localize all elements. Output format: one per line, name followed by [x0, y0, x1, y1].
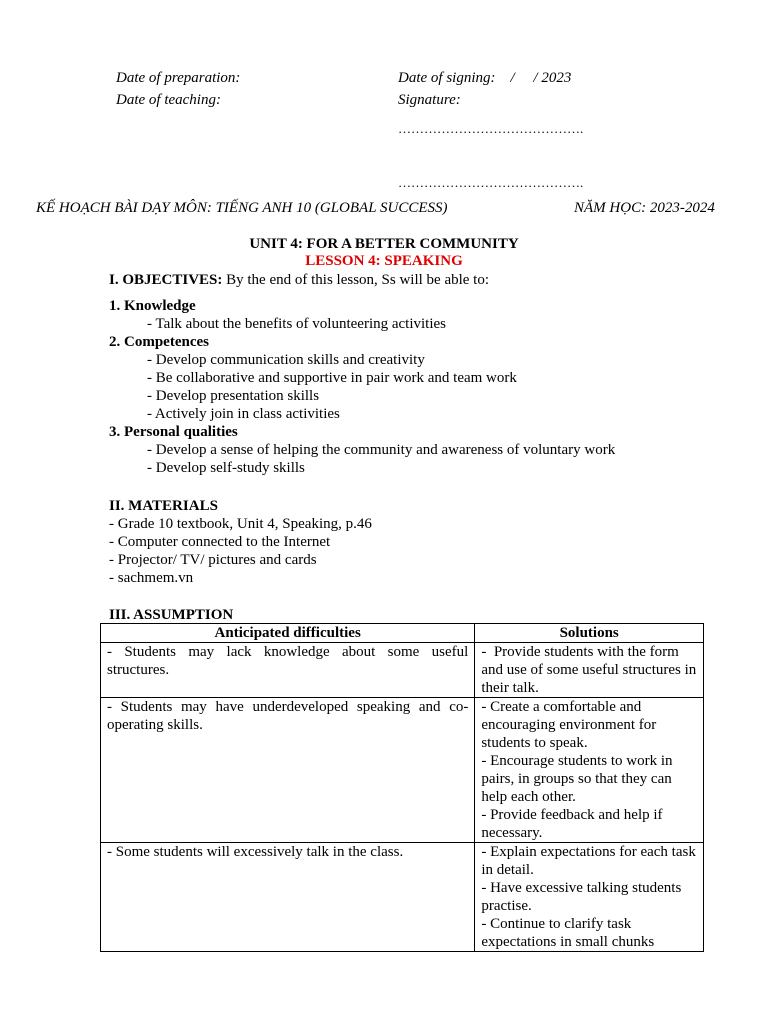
lesson-title: LESSON 4: SPEAKING: [305, 253, 463, 269]
difficulty-cell: - Students may have underdeveloped speaking and co-operating skills.: [101, 698, 475, 843]
solution-item: - Continue to clarify task expectations in small chunks: [481, 916, 655, 950]
solution-item: - Explain expectations for each task in detail.: [481, 844, 696, 878]
solutions-cell: [475, 643, 704, 698]
personal-quality-item: - Develop self-study skills: [147, 460, 305, 476]
signature-dots-line-2: …………………………………….: [398, 175, 584, 190]
signature-label: Signature:: [398, 92, 461, 108]
unit-title: UNIT 4: FOR A BETTER COMMUNITY: [249, 236, 519, 252]
personal-quality-item: - Develop a sense of helping the community and awareness of voluntary work: [147, 442, 616, 458]
competence-item: - Develop presentation skills: [147, 388, 320, 404]
materials-item: - Grade 10 textbook, Unit 4, Speaking, p.46: [109, 516, 372, 532]
date-of-preparation-label: Date of preparation:: [116, 70, 241, 86]
solution-item: - Provide feedback and help if necessary.: [481, 807, 663, 841]
materials-item: - Projector/ TV/ pictures and cards: [109, 552, 317, 568]
objectives-heading-line: [109, 271, 729, 289]
materials-heading: II. MATERIALS: [109, 498, 218, 514]
materials-item: - Computer connected to the Internet: [109, 534, 331, 550]
solutions-cell: [475, 843, 704, 952]
competence-item: - Actively join in class activities: [147, 406, 340, 422]
school-year: NĂM HỌC: 2023-2024: [574, 200, 715, 216]
difficulty-cell: - Some students will excessively talk in the class.: [101, 843, 475, 952]
assumption-heading: III. ASSUMPTION: [109, 607, 234, 623]
knowledge-heading: 1. Knowledge: [109, 298, 196, 314]
solution-item: - Create a comfortable and encouraging environment for students to speak.: [481, 699, 657, 751]
objectives-intro: By the end of this lesson, Ss will be able to:: [222, 272, 490, 288]
date-of-signing-label: Date of signing: / / 2023: [398, 70, 572, 86]
competence-item: - Develop communication skills and creativity: [147, 352, 425, 368]
difficulty-cell: - Students may lack knowledge about some useful structures.: [101, 643, 475, 698]
solutions-cell: [475, 698, 704, 843]
competence-item: - Be collaborative and supportive in pair work and team work: [147, 370, 517, 386]
lesson-plan-title: KẾ HOẠCH BÀI DẠY MÔN: TIẾNG ANH 10 (GLOBAL SUCCESS): [36, 200, 448, 216]
table-row: [101, 643, 704, 698]
solution-item: - Have excessive talking students practise.: [481, 880, 682, 914]
column-header-difficulties: Anticipated difficulties: [101, 624, 475, 643]
solution-item: - Provide students with the form and use of some useful structures in their talk.: [481, 644, 701, 696]
materials-section: [109, 497, 729, 587]
knowledge-item: - Talk about the benefits of volunteering activities: [147, 316, 447, 332]
table-header-row: [101, 624, 704, 643]
competences-heading: 2. Competences: [109, 334, 209, 350]
assumption-table: [100, 623, 704, 952]
objectives-heading: I. OBJECTIVES:: [109, 272, 223, 288]
signature-dots-line-1: …………………………………….: [398, 121, 584, 136]
personal-qualities-heading: 3. Personal qualities: [109, 424, 238, 440]
table-row: [101, 698, 704, 843]
column-header-solutions: Solutions: [475, 624, 704, 643]
solution-item: - Encourage students to work in pairs, in groups so that they can help each other.: [481, 753, 673, 805]
materials-item: - sachmem.vn: [109, 570, 194, 586]
table-row: [101, 843, 704, 952]
date-of-teaching-label: Date of teaching:: [116, 92, 221, 108]
objectives-section: [109, 271, 729, 477]
